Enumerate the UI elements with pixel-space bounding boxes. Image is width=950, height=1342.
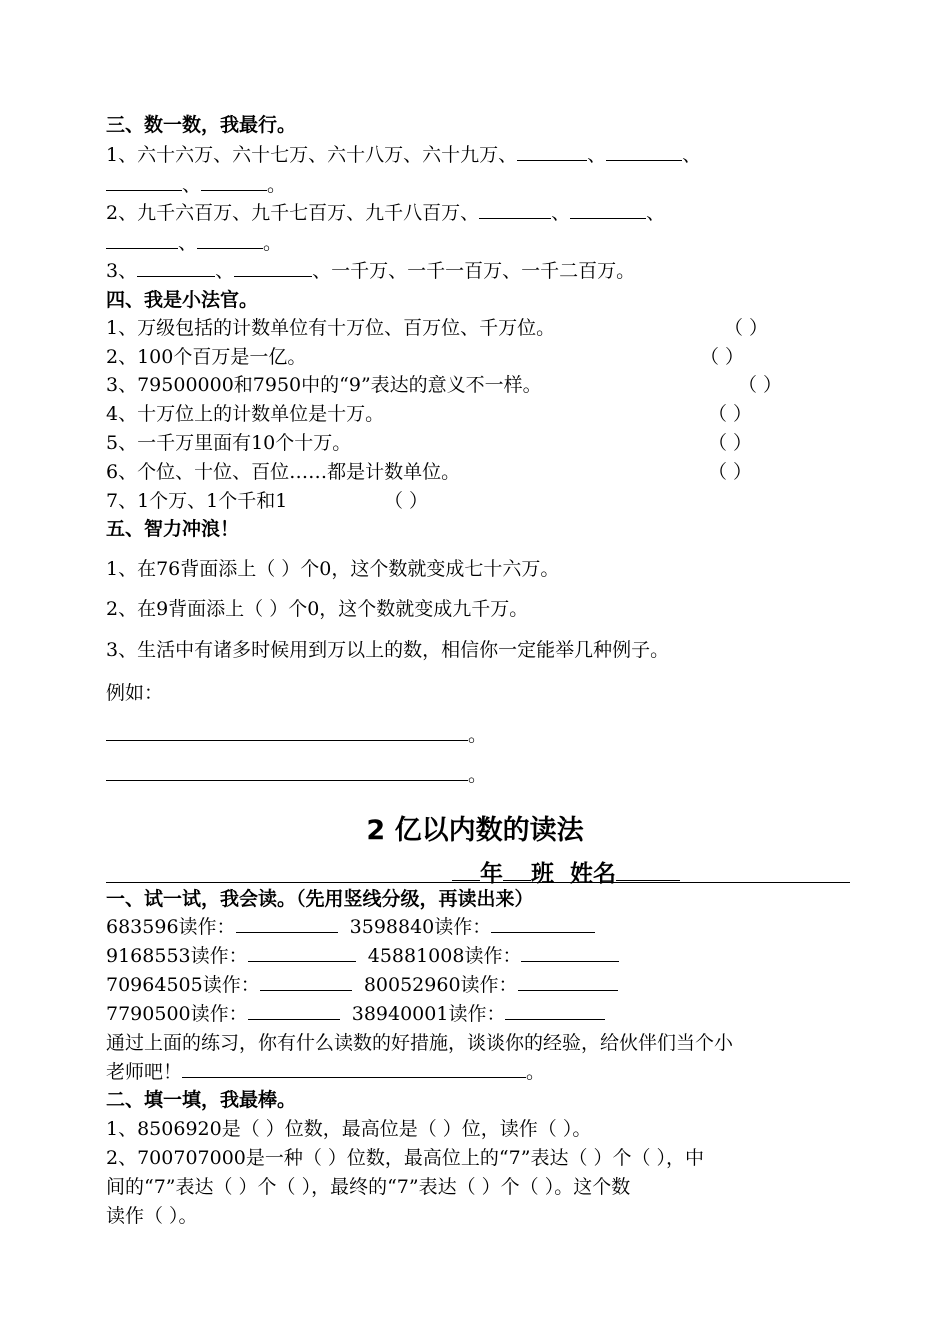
section3-q1: 1、六十六万、六十七万、六十八万、六十九万、 、 、 (106, 144, 702, 166)
section4-heading: 四、我是小法官。 (106, 289, 259, 311)
judge-item-7: 7、1个万、1个千和1 (106, 490, 288, 512)
answer-blank[interactable] (518, 972, 618, 991)
section5-q3: 3、生活中有诸多时候用到万以上的数，相信你一定能举几种例子。 (106, 639, 670, 661)
section3-q2-cont: 、 。 (106, 230, 282, 256)
judge-answer-7[interactable]: （ ） (384, 490, 429, 512)
judge-item-3: 3、79500000和7950中的“9”表达的意义不一样。 (106, 374, 542, 396)
part1-heading: 一、试一试，我会读。（先用竖线分级，再读出来） (106, 888, 534, 910)
answer-blank[interactable] (197, 230, 263, 249)
part2-q2-line3: 读作（ ）。 (106, 1205, 198, 1227)
name-blank[interactable] (616, 858, 680, 881)
judge-answer-3[interactable]: （ ） (738, 374, 783, 396)
part2-q2-line1: 2、700707000是一种（ ）位数，最高位上的“7”表达（ ）个（ ），中 (106, 1147, 705, 1169)
page-title: 2 亿以内数的读法 (366, 815, 584, 846)
class-blank[interactable] (503, 858, 531, 881)
answer-blank[interactable] (201, 172, 267, 191)
tip-line-2: 老师吧！ 。 (106, 1061, 546, 1083)
judge-answer-4[interactable]: （ ） (708, 403, 753, 425)
example-label: 例如： (106, 682, 164, 704)
section3-q1-cont: 、 。 (106, 172, 286, 198)
student-info: 年 班 姓名 (452, 855, 680, 888)
answer-blank[interactable] (570, 200, 646, 219)
judge-answer-1[interactable]: （ ） (724, 317, 769, 339)
judge-item-2: 2、100个百万是一亿。 (106, 346, 307, 368)
section5-heading: 五、智力冲浪！ (106, 518, 240, 540)
example-line-2: 。 (106, 762, 487, 788)
judge-answer-2[interactable]: （ ） (700, 346, 745, 368)
answer-blank[interactable] (106, 230, 178, 249)
answer-blank[interactable] (236, 914, 338, 933)
answer-blank[interactable] (521, 943, 619, 962)
answer-blank[interactable] (479, 200, 551, 219)
answer-blank[interactable] (234, 258, 312, 277)
answer-blank[interactable] (137, 258, 215, 277)
read-row-3: 70964505读作： 80052960读作： (106, 972, 618, 998)
answer-blank[interactable] (248, 1001, 340, 1020)
section5-q1: 1、在76背面添上（ ）个0，这个数就变成七十六万。 (106, 558, 560, 580)
part2-q1: 1、8506920是（ ）位数，最高位是（ ）位，读作（ ）。 (106, 1118, 592, 1140)
answer-blank[interactable] (106, 172, 182, 191)
part2-q2-line2: 间的“7”表达（ ）个（ ），最终的“7”表达（ ）个（ ）。这个数 (106, 1176, 631, 1198)
answer-blank[interactable] (517, 142, 587, 161)
judge-item-4: 4、十万位上的计数单位是十万。 (106, 403, 385, 425)
answer-blank[interactable] (606, 142, 682, 161)
answer-blank[interactable] (106, 762, 468, 781)
example-line-1: 。 (106, 722, 487, 748)
section3-heading: 三、数一数，我最行。 (106, 114, 297, 136)
tip-line-1: 通过上面的练习，你有什么读数的好措施，谈谈你的经验，给伙伴们当个小 (106, 1032, 734, 1054)
section3-q2: 2、九千六百万、九千七百万、九千八百万、 、 、 (106, 202, 666, 224)
judge-item-1: 1、万级包括的计数单位有十万位、百万位、千万位。 (106, 317, 556, 339)
answer-blank[interactable] (106, 722, 468, 741)
judge-answer-6[interactable]: （ ） (708, 461, 753, 483)
answer-blank[interactable] (260, 972, 352, 991)
answer-blank[interactable] (505, 1001, 605, 1020)
year-blank[interactable] (452, 858, 480, 881)
read-row-2: 9168553读作： 45881008读作： (106, 943, 619, 969)
header-divider (106, 882, 850, 883)
answer-blank[interactable] (182, 1059, 526, 1078)
judge-item-5: 5、一千万里面有10个十万。 (106, 432, 352, 454)
judge-item-6: 6、个位、十位、百位……都是计数单位。 (106, 461, 461, 483)
judge-answer-5[interactable]: （ ） (708, 432, 753, 454)
section5-q2: 2、在9背面添上（ ）个0，这个数就变成九千万。 (106, 598, 529, 620)
part2-heading: 二、填一填，我最棒。 (106, 1089, 297, 1111)
section3-q3: 3、 、 、一千万、一千一百万、一千二百万。 (106, 260, 636, 282)
read-row-1: 683596读作： 3598840读作： (106, 914, 595, 940)
answer-blank[interactable] (248, 943, 356, 962)
read-row-4: 7790500读作： 38940001读作： (106, 1001, 605, 1027)
answer-blank[interactable] (491, 914, 595, 933)
